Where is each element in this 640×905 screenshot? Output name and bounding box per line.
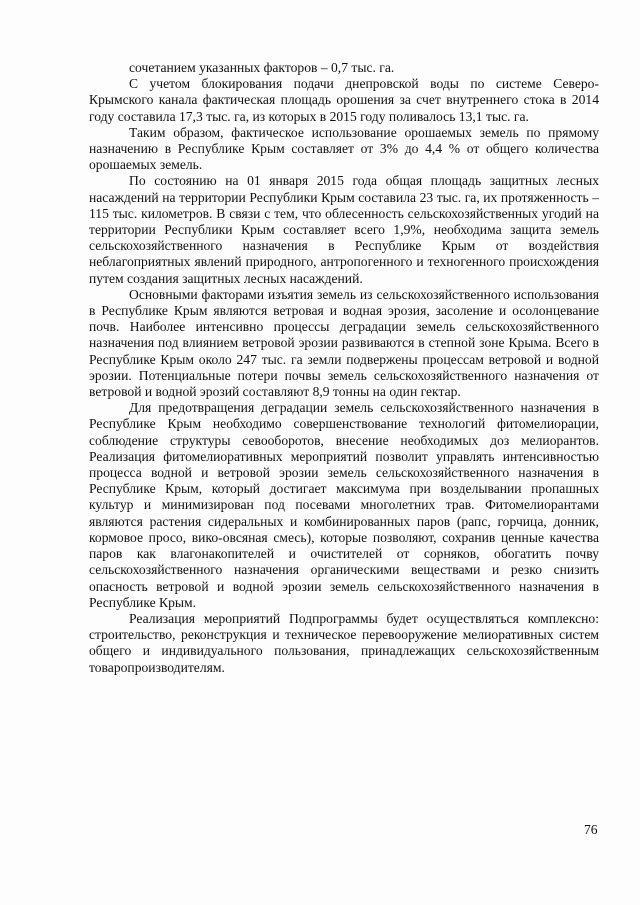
page-number: 76 <box>584 822 598 837</box>
paragraph-7: Реализация мероприятий Подпрограммы будет осуществляться комплексно: строительство, реконструкция и техническое перевооружение мелиоративных систем общего и индивидуального пользования, принадлежащих сельскохозяйственным товаропроизводителям. <box>89 610 599 675</box>
paragraph-4: По состоянию на 01 января 2015 года общая площадь защитных лесных насаждений на территории Республики Крым составила 23 тыс. га, их протяженность – 115 тыс. километров. В связи с тем, что облесенность сельскохозяйственных угодий на территории Республики Крым составляет всего 1,9%, необходима защита земель сельскохозяйственного назначения в Республике Крым от воздействия неблагоприятных явлений природного, антропогенного и техногенного происхождения путем создания защитных лесных насаждений. <box>89 173 599 286</box>
paragraph-2: С учетом блокирования подачи днепровской воды по системе Северо-Крымского канала фактическая площадь орошения за счет внутреннего стока в 2014 году составила 17,3 тыс. га, из которых в 2015 году поливалось 13,1 тыс. га. <box>89 76 599 124</box>
paragraph-5: Основными факторами изъятия земель из сельскохозяйственного использования в Республике Крым являются ветровая и водная эрозия, засоление и осолонцевание почв. Наиболее интенсивно процессы деградации земель сельскохозяйственного назначения под влиянием ветровой эрозии развиваются в степной зоне Крыма. Всего в Республике Крым около 247 тыс. га земли подвержены процессам ветровой и водной эрозии. Потенциальные потери почвы земель сельскохозяйственного назначения от ветровой и водной эрозий составляют 8,9 тонны на один гектар. <box>89 286 599 400</box>
paragraph-1: сочетанием указанных факторов – 0,7 тыс. га. <box>129 60 395 75</box>
paragraph-6: Для предотвращения деградации земель сельскохозяйственного назначения в Республике Крым необходимо совершенствование технологий фитомелиорации, соблюдение структуры севооборотов, внесение необходимых доз мелиорантов. Реализация фитомелиоративных мероприятий позволит управлять интенсивностью процесса водной и ветровой эрозии земель сельскохозяйственного назначения в Республике Крым, который достигает максимума при возделывании пропашных культур и минимизирован под посевами многолетних трав. Фитомелиорантами являются растения сидеральных и комбинированных паров (рапс, горчица, донник, кормовое просо, вико-овсяная смесь), которые позволяют, сохранив ценные качества паров как влагонакопителей и очистителей от сорняков, обогатить почву сельскохозяйственного назначения органическими веществами и резко снизить опасность ветровой и водной эрозии земель сельскохозяйственного назначения в Республике Крым. <box>89 400 599 610</box>
paragraph-3: Таким образом, фактическое использование орошаемых земель по прямому назначению в Республике Крым составляет от 3% до 4,4 % от общего количества орошаемых земель. <box>89 124 599 173</box>
document-body <box>89 60 599 676</box>
